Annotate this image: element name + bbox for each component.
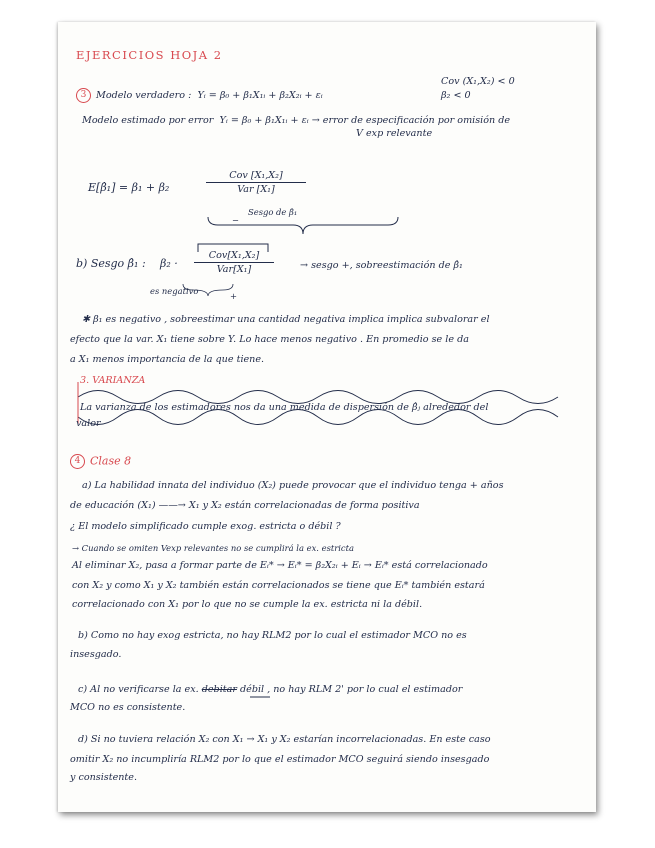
answer-d-line-2: omitir X₂ no incumpliría RLM2 por lo que el estimador MCO seguirá siendo insesgado (70, 754, 490, 765)
answer-d-line-1: d) Si no tuviera relación X₂ con X₁ → X₁ y X₂ estarían incorrelacionadas. En este caso (78, 734, 491, 745)
varianza-line-1: La varianza de los estimadores nos da una medida de dispersión de β̂ⱼ alrededor del (80, 402, 489, 413)
bias-b-beta: β₂ · (160, 257, 178, 270)
answer-a-line-1: a) La habilidad innata del individuo (X₂) puede provocar que el individuo tenga + años (82, 480, 504, 491)
bias-b-fraction (194, 250, 274, 275)
question-line-3: Al eliminar X₂, pasa a formar parte de Eᵢ* → Eᵢ* = β₂X₂ᵢ + Eᵢ → Eᵢ* está correlacionado (72, 560, 488, 571)
expectation-lhs: E[β̂₁] = β₁ + β₂ (88, 181, 170, 194)
exercise-4-heading (70, 454, 131, 469)
true-model-line (76, 88, 323, 103)
answer-d-line-3: y consistente. (70, 772, 138, 783)
exercise-4-label: Clase 8 (90, 454, 132, 468)
bias-b-label: b) Sesgo β̂₁ : (76, 257, 146, 270)
question-line-5: correlacionado con X₁ por lo que no se cumple la ex. estricta ni la débil. (72, 599, 423, 610)
varianza-heading: 3. VARIANZA (80, 375, 146, 386)
exercise-3-number: 3 (76, 88, 91, 103)
answer-c-line-2: MCO no es consistente. (70, 702, 186, 713)
true-model-label: Modelo verdadero : (96, 90, 192, 101)
page-title: EJERCICIOS HOJA 2 (76, 48, 223, 62)
paragraph-line-2: efecto que la var. X₁ tiene sobre Y. Lo hace menos negativo . En promedio se le da (70, 334, 469, 345)
question-line-1: ¿ El modelo simplificado cumple exog. estricta o débil ? (70, 521, 341, 532)
answer-b-line-1: b) Como no hay exog estricta, no hay RLM2 por lo cual el estimador MCO no es (78, 630, 467, 641)
estimated-model-line (82, 115, 510, 127)
estimated-model-equation: Yᵢ = β₀ + β₁X₁ᵢ + εᵢ (219, 115, 309, 126)
varianza-line-2: valor (76, 418, 101, 429)
paragraph-line-3: a X₁ menos importancia de la que tiene. (70, 354, 265, 365)
answer-b-line-2: insesgado. (70, 649, 122, 660)
bias-b-denominator: Var[X₁] (216, 264, 252, 275)
minus-sign: − (232, 215, 240, 225)
notebook-page (58, 22, 596, 812)
beta2-condition: β₂ < 0 (441, 90, 471, 101)
estimated-model-label: Modelo estimado por error (82, 115, 214, 126)
bias-label: Sesgo de β̂₁ (248, 207, 298, 217)
expectation-numerator: Cov [X₁,X₂] (206, 170, 306, 183)
expectation-denominator: Var [X₁] (237, 184, 275, 195)
estimated-model-note-2: V exp relevante (356, 128, 433, 139)
negative-note: es negativo (150, 286, 199, 296)
question-line-2: → Cuando se omiten Vexp relevantes no se cumplirá la ex. estricta (72, 543, 354, 553)
answer-c-line-1a: c) Al no verificarse la ex. (78, 684, 199, 695)
question-line-4: con X₂ y como X₁ y X₂ también están correlacionados se tiene que Eᵢ* también estará (72, 580, 485, 591)
bias-b-plus: + (230, 291, 238, 301)
paragraph-line-1: ✱ β₁ es negativo , sobreestimar una cantidad negativa implica implica subvalorar el (82, 314, 490, 325)
bias-b-result: → sesgo +, sobreestimación de β̂₁ (300, 260, 463, 271)
answer-c-strikethrough: debitar (201, 684, 237, 695)
true-model-equation: Yᵢ = β₀ + β₁X₁ᵢ + β₂X₂ᵢ + εᵢ (197, 90, 323, 101)
covariance-condition: Cov (X₁,X₂) < 0 (441, 76, 515, 87)
expectation-fraction (206, 170, 306, 195)
answer-c-line-1b: débil , no hay RLM 2' por lo cual el estimador (240, 684, 463, 695)
answer-a-line-2: de educación (X₁) ——→ X₁ y X₂ están correlacionadas de forma positiva (70, 500, 420, 511)
exercise-4-number: 4 (70, 454, 85, 469)
bias-b-numerator: Cov[X₁,X₂] (194, 250, 274, 263)
estimated-model-note: → error de especificación por omisión de (311, 115, 511, 126)
answer-c-line-1 (78, 684, 462, 696)
